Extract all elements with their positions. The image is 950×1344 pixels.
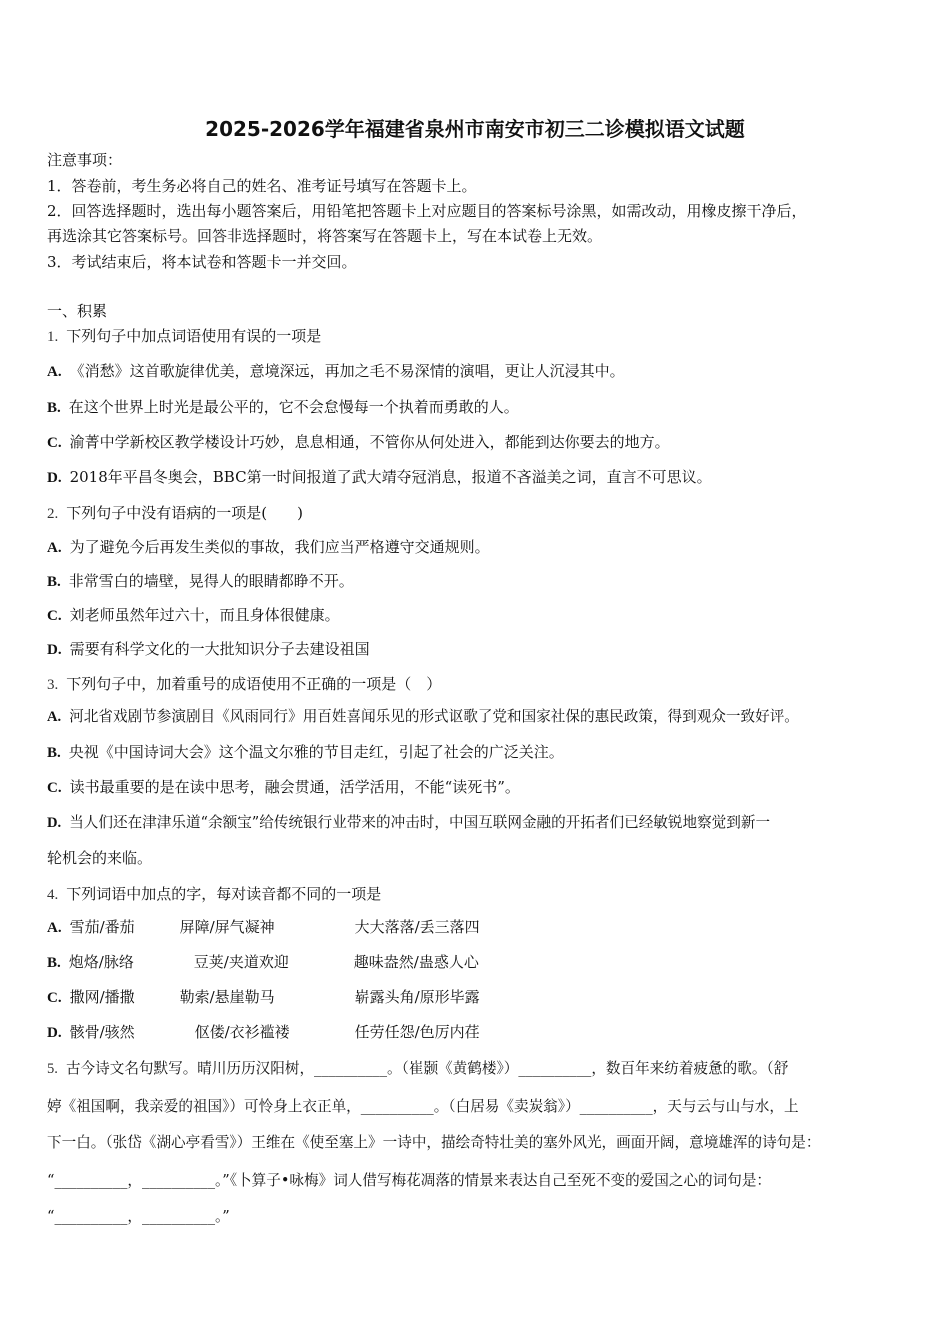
question-number: 4.: [47, 887, 59, 903]
option: A. 《消愁》这首歌旋律优美，意境深远，再加之毛不易深情的演唱，更让人沉浸其中。: [47, 362, 625, 380]
option: C. 读书最重要的是在读中思考，融会贯通，活学活用，不能“读死书”。: [47, 778, 520, 796]
option: D. 骸骨/骇然 伛偻/衣衫褴褛 任劳任怨/色厉内荏: [47, 1023, 480, 1041]
option-continuation: 轮机会的来临。: [47, 849, 153, 867]
option: C. 渝菁中学新校区教学楼设计巧妙，息息相通，不管你从何处进入，都能到达你要去的地方。: [47, 433, 670, 451]
notice-item: 2．回答选择题时，选出每小题答案后，用铅笔把答题卡上对应题目的答案标号涂黑，如需改动，用橡皮擦干净后，: [47, 202, 807, 220]
page-title: 2025-2026学年福建省泉州市南安市初三二诊模拟语文试题: [205, 117, 745, 141]
question-line: “__________，__________。”: [47, 1208, 230, 1225]
option: B. 非常雪白的墙壁，晃得人的眼睛都睁不开。: [47, 572, 354, 590]
option: D. 需要有科学文化的一大批知识分子去建设祖国: [47, 640, 370, 658]
question-number: 5.: [47, 1061, 58, 1077]
option: C. 刘老师虽然年过六十，而且身体很健康。: [47, 606, 340, 624]
notice-heading: 注意事项：: [47, 151, 123, 169]
question-line: 下一白。（张岱《湖心亭看雪》）王维在《使至塞上》一诗中，描绘奇特壮美的塞外风光，画面开阔，意境雄浑的诗句是：: [47, 1134, 821, 1151]
question-number: 3.: [47, 677, 59, 693]
option: B. 在这个世界上时光是最公平的，它不会怠慢每一个执着而勇敢的人。: [47, 398, 519, 416]
option: D. 当人们还在津津乐道“余额宝”给传统银行业带来的冲击时，中国互联网金融的开拓者们已经敏锐地察觉到新一: [47, 814, 771, 831]
option: A. 为了避免今后再发生类似的事故，我们应当严格遵守交通规则。: [47, 538, 490, 556]
question-number: 2.: [47, 506, 59, 522]
option: D. 2018年平昌冬奥会，BBC第一时间报道了武大靖夺冠消息，报道不吝溢美之词，直言不可思议。: [47, 468, 712, 486]
option: B. 炮烙/脉络 豆荚/夹道欢迎 趣味盎然/蛊惑人心: [47, 953, 479, 971]
option: C. 撒网/播撒 勒索/悬崖勒马 崭露头角/原形毕露: [47, 988, 480, 1006]
option: A. 雪茄/番茄 屏障/屏气凝神 大大落落/丢三落四: [47, 918, 480, 936]
option: A. 河北省戏剧节参演剧目《风雨同行》用百姓喜闻乐见的形式讴歌了党和国家社保的惠民政策，得到观众一致好评。: [47, 708, 799, 725]
notice-item: 1．答卷前，考生务必将自己的姓名、准考证号填写在答题卡上。: [47, 177, 477, 195]
question-line: “__________，__________。”《卜算子•咏梅》词人借写梅花凋落的情景来表达自己至死不变的爱国之心的词句是：: [47, 1172, 772, 1189]
question-stem: 1. 下列句子中加点词语使用有误的一项是: [47, 327, 322, 345]
notice-item: 3．考试结束后，将本试卷和答题卡一并交回。: [47, 253, 357, 271]
question-number: 1.: [47, 329, 59, 345]
section-heading: 一、积累: [47, 302, 108, 320]
question-stem: 3. 下列句子中，加着重号的成语使用不正确的一项是（ ）: [47, 675, 442, 693]
option: B. 央视《中国诗词大会》这个温文尔雅的节目走红，引起了社会的广泛关注。: [47, 743, 564, 761]
question-stem: 2. 下列句子中没有语病的一项是( ): [47, 504, 303, 522]
question-line: 婷《祖国啊，我亲爱的祖国》）可怜身上衣正单，__________。（白居易《卖炭翁》）__________，天与云与山与水，上: [47, 1098, 799, 1115]
question-stem: 5. 古今诗文名句默写。晴川历历汉阳树，__________。（崔颢《黄鹤楼》）__________，数百年来纺着疲惫的歌。（舒: [47, 1060, 789, 1077]
notice-item: 再选涂其它答案标号。回答非选择题时，将答案写在答题卡上，写在本试卷上无效。: [47, 227, 603, 245]
question-stem: 4. 下列词语中加点的字，每对读音都不同的一项是: [47, 885, 382, 903]
